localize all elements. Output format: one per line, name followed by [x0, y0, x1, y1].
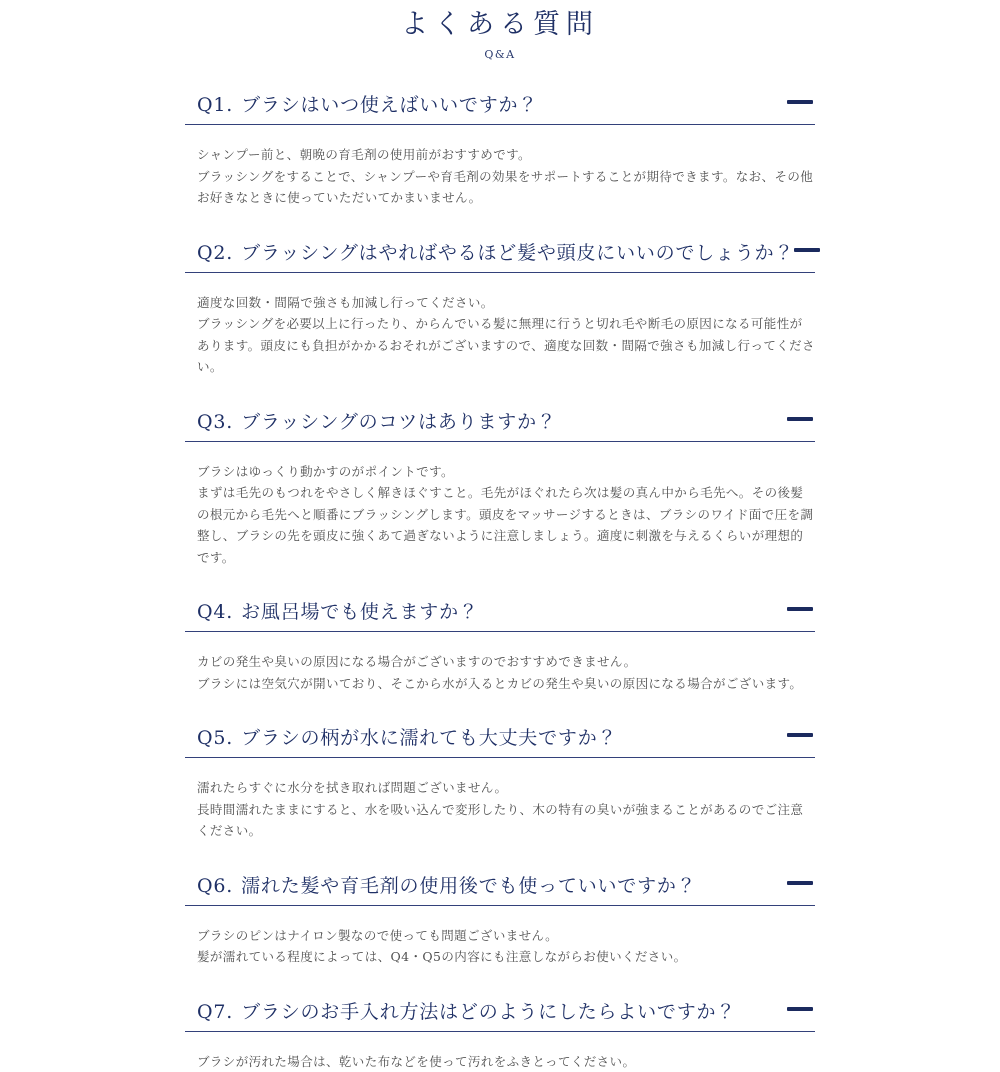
faq-question-header[interactable] [185, 409, 815, 442]
faq-answer-line: 長時間濡れたままにすると、水を吸い込んで変形したり、木の特有の臭いが強まることがあるのでご注意ください。 [197, 799, 815, 842]
faq-question [185, 240, 794, 266]
faq-question-number: Q4. [197, 601, 233, 623]
minus-icon[interactable] [794, 248, 820, 252]
faq-answer-line: ブラシが汚れた場合は、乾いた布などを使って汚れをふきとってください。 [197, 1051, 815, 1072]
page-subtitle: Q&A [0, 47, 1000, 62]
faq-question [185, 599, 479, 625]
faq-question-number: Q2. [197, 242, 233, 264]
page-title: よくある質問 [0, 7, 1000, 43]
faq-question-text: 濡れた髪や育毛剤の使用後でも使っていいですか？ [241, 875, 696, 897]
faq-item [185, 999, 815, 1072]
faq-answer [185, 777, 815, 842]
minus-icon[interactable] [787, 100, 813, 104]
faq-answer-line: 髪が濡れている程度によっては、Q4・Q5の内容にも注意しながらお使いください。 [197, 946, 815, 968]
faq-question-text: ブラッシングのコツはありますか？ [241, 411, 557, 433]
faq-question-header[interactable] [185, 873, 815, 906]
faq-question-text: ブラッシングはやればやるほど髪や頭皮にいいのでしょうか？ [241, 242, 794, 264]
faq-answer [185, 1051, 815, 1072]
faq-question [185, 999, 736, 1025]
faq-list [185, 92, 815, 1072]
minus-icon[interactable] [787, 881, 813, 885]
faq-question [185, 409, 557, 435]
faq-question-number: Q5. [197, 727, 233, 749]
faq-item [185, 92, 815, 209]
faq-question [185, 873, 697, 899]
faq-question-header[interactable] [185, 240, 815, 273]
faq-answer-line: ブラシはゆっくり動かすのがポイントです。 [197, 461, 815, 483]
faq-question-text: お風呂場でも使えますか？ [241, 601, 479, 623]
faq-answer-line: ブラッシングをすることで、シャンプーや育毛剤の効果をサポートすることが期待できます。なお、その他お好きなときに使っていただいてかまいません。 [197, 166, 815, 209]
faq-question-text: ブラシの柄が水に濡れても大丈夫ですか？ [241, 727, 617, 749]
minus-icon[interactable] [787, 417, 813, 421]
faq-answer-line: カビの発生や臭いの原因になる場合がございますのでおすすめできません。 [197, 651, 815, 673]
minus-icon[interactable] [787, 733, 813, 737]
minus-icon[interactable] [787, 1007, 813, 1011]
faq-answer-line: ブラシには空気穴が開いており、そこから水が入るとカビの発生や臭いの原因になる場合がございます。 [197, 673, 815, 695]
faq-question-number: Q3. [197, 411, 233, 433]
faq-answer-line: まずは毛先のもつれをやさしく解きほぐすこと。毛先がほぐれたら次は髪の真ん中から毛先へ。その後髪の根元から毛先へと順番にブラッシングします。頭皮をマッサージするときは、ブラシのワイド面で圧を調整し、ブラシの先を頭皮に強くあて過ぎないように注意しましょう。適度に刺激を与えるくらいが理想的です。 [197, 482, 815, 568]
minus-icon[interactable] [787, 607, 813, 611]
faq-answer [185, 461, 815, 569]
faq-item [185, 725, 815, 842]
faq-item [185, 409, 815, 569]
faq-question [185, 92, 538, 118]
faq-answer-line: ブラッシングを必要以上に行ったり、からんでいる髪に無理に行うと切れ毛や断毛の原因になる可能性があります。頭皮にも負担がかかるおそれがございますので、適度な回数・間隔で強さも加減し行ってください。 [197, 313, 815, 378]
faq-question-text: ブラシはいつ使えばいいですか？ [241, 94, 538, 116]
faq-item [185, 599, 815, 694]
faq-question-number: Q1. [197, 94, 233, 116]
faq-question-header[interactable] [185, 999, 815, 1032]
faq-answer-line: 濡れたらすぐに水分を拭き取れば問題ございません。 [197, 777, 815, 799]
faq-answer [185, 292, 815, 378]
faq-question-header[interactable] [185, 599, 815, 632]
faq-question-number: Q6. [197, 875, 233, 897]
faq-question-number: Q7. [197, 1001, 233, 1023]
faq-question-header[interactable] [185, 92, 815, 125]
faq-item [185, 873, 815, 968]
faq-question-text: ブラシのお手入れ方法はどのようにしたらよいですか？ [241, 1001, 736, 1023]
faq-question-header[interactable] [185, 725, 815, 758]
faq-item [185, 240, 815, 378]
faq-answer [185, 925, 815, 968]
faq-answer-line: シャンプー前と、朝晩の育毛剤の使用前がおすすめです。 [197, 144, 815, 166]
faq-answer [185, 651, 815, 694]
faq-answer-line: 適度な回数・間隔で強さも加減し行ってください。 [197, 292, 815, 314]
faq-question [185, 725, 617, 751]
faq-answer [185, 144, 815, 209]
faq-answer-line: ブラシのピンはナイロン製なので使っても問題ございません。 [197, 925, 815, 947]
